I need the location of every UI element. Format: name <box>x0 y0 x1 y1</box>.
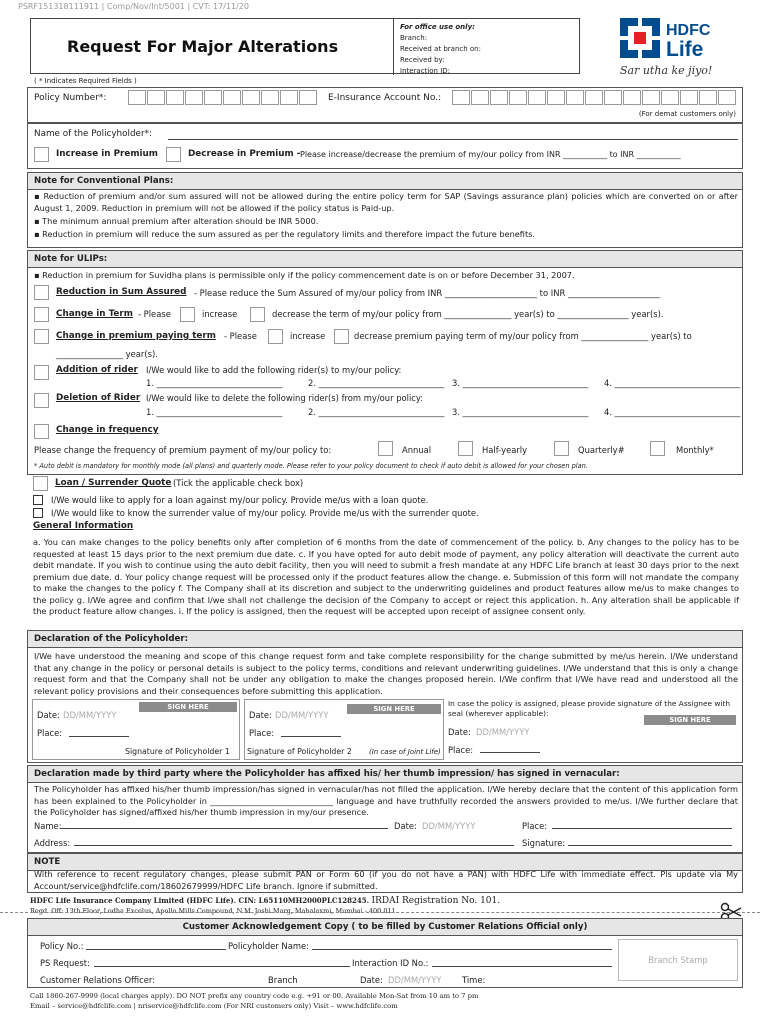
office-field-interaction-id: Interaction ID: <box>400 67 451 75</box>
sig1-place-field[interactable] <box>69 736 129 737</box>
einsurance-digit[interactable] <box>490 90 508 105</box>
delete-rider-line-2[interactable]: 2. ______________________________ <box>308 407 445 417</box>
reduce-sum-assured-label: Reduction in Sum Assured <box>56 287 187 297</box>
change-ppt-checkbox[interactable] <box>34 329 49 344</box>
office-use-box <box>393 19 581 75</box>
third-party-date-field[interactable]: DD/MM/YYYY <box>422 821 476 831</box>
loan-surrender-hint: (Tick the applicable check box) <box>173 478 304 488</box>
change-term-please: - Please <box>138 309 171 319</box>
sig1-caption: Signature of Policyholder 1 <box>125 747 230 756</box>
change-frequency-text: Please change the frequency of premium payment of my/our policy to: <box>34 445 332 455</box>
add-rider-line-3[interactable]: 3. ______________________________ <box>452 378 589 388</box>
declaration-text: I/We have understood the meaning and scope of this change request form and take complete responsibility for the change submitted by me/us herein. I/We understand that any change in the policy or personal details is subject to the policy terms, conditions and relevant underwriting guidelines. I/We understand that this is only a change request form and that the Company shall not be under any obligation to make the changes proposed herein. I/We confirm that I/We have read and understood all the relevant policy provisions and their consequences before submitting this application. <box>34 651 738 696</box>
policy-digit[interactable] <box>185 90 203 105</box>
reduce-sum-assured-text: - Please reduce the Sum Assured of my/our policy from INR ______________________ to INR ______________________ <box>194 288 661 298</box>
ack-officer-label: Customer Relations Officer: <box>40 975 156 985</box>
footer-email: Email – service@hdfclife.com | nriservice@hdfclife.com (For NRI customers only) Visit – www.hdfclife.com <box>30 1002 398 1010</box>
assignee-note: In case the policy is assigned, please provide signature of the Assignee with seal (wherever applicable): <box>448 699 731 718</box>
decrease-premium-checkbox[interactable] <box>166 147 181 162</box>
policy-number-label: Policy Number*: <box>34 93 107 103</box>
third-party-name-field[interactable] <box>60 828 388 829</box>
frequency-monthly-checkbox[interactable] <box>650 441 665 456</box>
term-decrease-checkbox[interactable] <box>250 307 265 322</box>
frequency-monthly-label: Monthly* <box>676 445 714 455</box>
assignee-place-label: Place: <box>448 745 474 755</box>
acknowledgement-heading: Customer Acknowledgement Copy ( to be filled by Customer Relations Official only) <box>28 919 742 936</box>
third-party-signature-field[interactable] <box>568 845 732 846</box>
conventional-plans-section <box>27 172 743 248</box>
header-box <box>30 18 580 74</box>
conventional-bullet: ▪ Reduction of premium and/or sum assured will not be allowed during the entire policy term for SAP (Savings assurance plan) policies which are converted on or after August 1, 2009. Reduction in premium will not be allowed if the policy status is Paid-up. <box>34 191 738 214</box>
declaration-section <box>27 630 743 763</box>
change-frequency-checkbox[interactable] <box>34 424 49 439</box>
einsurance-digit[interactable] <box>623 90 641 105</box>
third-party-name-label: Name: <box>34 821 62 831</box>
general-information-section <box>27 521 743 629</box>
ack-ps-request-field[interactable] <box>94 966 350 967</box>
company-address: Regd. Off: 13th Floor, Lodha Excelus, Apollo Mills Compound, N.M. Joshi Marg, Mahalaxmi, Mumbai - 400 011. <box>30 907 398 915</box>
change-term-checkbox[interactable] <box>34 307 49 322</box>
policy-number-section <box>27 87 743 123</box>
einsurance-digit[interactable] <box>585 90 603 105</box>
ack-policyholder-name-field[interactable] <box>312 949 612 950</box>
third-party-place-label: Place: <box>522 821 548 831</box>
logo-sub-text: Life <box>666 38 704 60</box>
page-title: Request For Major Alterations <box>67 37 339 56</box>
ppt-decrease-checkbox[interactable] <box>334 329 349 344</box>
company-irdai: IRDAI Registration No. 101. <box>371 896 501 906</box>
third-party-signature-label: Signature: <box>522 838 566 848</box>
delete-rider-line-1[interactable]: 1. ______________________________ <box>146 407 283 417</box>
change-ppt-label: Change in premium paying term <box>56 331 216 341</box>
change-ppt-text-2: ________________ year(s). <box>56 349 158 359</box>
einsurance-digit[interactable] <box>471 90 489 105</box>
add-rider-line-2[interactable]: 2. ______________________________ <box>308 378 445 388</box>
surrender-quote-checkbox[interactable] <box>33 508 43 518</box>
change-term-text: decrease the term of my/our policy from ________________ year(s) to _________________ year(s). <box>272 309 664 319</box>
add-rider-line-1[interactable]: 1. ______________________________ <box>146 378 283 388</box>
ulips-heading: Note for ULIPs: <box>28 251 742 268</box>
loan-surrender-section <box>27 476 743 520</box>
demat-note: (For demat customers only) <box>638 110 736 118</box>
policy-digit[interactable] <box>299 90 317 105</box>
premium-text: Please increase/decrease the premium of my/our policy from INR ___________ to INR ___________ <box>300 150 681 159</box>
footer-contact: Call 1860-267-9999 (local charges apply). DO NOT prefix any country code e.g. +91 or 00. Available Mon-Sat from 10 am to 7 pm <box>30 992 479 1000</box>
third-party-heading: Declaration made by third party where the Policyholder has affixed his/ her thumb impression/ has signed in vernacular: <box>28 766 742 783</box>
sig2-place-field[interactable] <box>281 736 341 737</box>
form-code: PSRF151318111911 | Comp/Nov/Int/5001 | CVT: 17/11/20 <box>18 2 249 11</box>
surrender-quote-label: I/We would like to know the surrender value of my/our policy. Provide me/us with the surrender quote. <box>51 508 479 518</box>
assignee-box <box>448 699 738 760</box>
hdfc-life-logo <box>620 18 744 60</box>
delete-rider-line-4[interactable]: 4. ______________________________ <box>604 407 741 417</box>
office-use-heading: For office use only: <box>400 23 475 31</box>
conventional-bullet: ▪ Reduction in premium will reduce the sum assured as per the regulatory limits and therefore impact the future benefits. <box>34 229 738 241</box>
increase-premium-checkbox[interactable] <box>34 147 49 162</box>
office-field-received-on: Received at branch on: <box>400 45 481 53</box>
sign-here-1: SIGN HERE <box>139 702 237 712</box>
frequency-quarterly-checkbox[interactable] <box>554 441 569 456</box>
policy-number-boxes[interactable] <box>128 90 318 105</box>
frequency-half-yearly-label: Half-yearly <box>482 445 528 455</box>
increase-premium-label: Increase in Premium <box>56 149 158 159</box>
sign-here-2: SIGN HERE <box>347 704 441 714</box>
third-party-section <box>27 765 743 853</box>
assignee-place-field[interactable] <box>480 752 540 753</box>
loan-surrender-label: Loan / Surrender Quote <box>55 478 172 488</box>
logo-brand-text: HDFC <box>666 22 711 39</box>
delete-rider-label: Deletion of Rider <box>56 393 141 403</box>
einsurance-label: E-Insurance Account No.: <box>328 93 442 103</box>
ack-policy-no-field[interactable] <box>86 949 226 950</box>
office-field-branch: Branch: <box>400 34 428 42</box>
sig2-caption-note: (In case of Joint Life) <box>369 748 441 756</box>
policyholder-name-field[interactable] <box>168 139 738 140</box>
einsurance-digit[interactable] <box>699 90 717 105</box>
required-note: ( * Indicates Required Fields ) <box>34 77 137 85</box>
loan-surrender-checkbox[interactable] <box>33 476 48 491</box>
frequency-annual-checkbox[interactable] <box>378 441 393 456</box>
sig2-caption: Signature of Policyholder 2 <box>247 747 352 756</box>
change-ppt-please: - Please <box>224 331 257 341</box>
ulips-section <box>27 250 743 475</box>
ack-ps-request-label: PS Request: <box>40 958 90 968</box>
sig2-date-field[interactable]: DD/MM/YYYY <box>275 710 329 720</box>
loan-quote-checkbox[interactable] <box>33 495 43 505</box>
term-increase-label: increase <box>202 309 238 319</box>
policy-digit[interactable] <box>166 90 184 105</box>
assignee-date-label: Date: <box>448 727 471 737</box>
einsurance-digit[interactable] <box>680 90 698 105</box>
change-term-label: Change in Term <box>56 309 133 319</box>
third-party-place-field[interactable] <box>552 828 732 829</box>
delete-rider-checkbox[interactable] <box>34 393 49 408</box>
declaration-heading: Declaration of the Policyholder: <box>28 631 742 648</box>
sig1-date-field[interactable]: DD/MM/YYYY <box>63 710 117 720</box>
assignee-date-field[interactable]: DD/MM/YYYY <box>476 727 530 737</box>
sign-here-assignee: SIGN HERE <box>644 715 736 725</box>
loan-quote-label: I/We would like to apply for a loan against my/our policy. Provide me/us with a loan quote. <box>51 495 429 505</box>
reduce-sum-assured-checkbox[interactable] <box>34 285 49 300</box>
decrease-premium-label: Decrease in Premium - <box>188 149 301 159</box>
ack-interaction-id-field[interactable] <box>432 966 612 967</box>
delete-rider-line-3[interactable]: 3. ______________________________ <box>452 407 589 417</box>
ack-policy-no-label: Policy No.: <box>40 941 84 951</box>
einsurance-digit[interactable] <box>661 90 679 105</box>
note-section <box>27 853 743 893</box>
third-party-address-label: Address: <box>34 838 71 848</box>
logo-tagline: Sar utha ke jiyo! <box>620 64 713 77</box>
add-rider-checkbox[interactable] <box>34 365 49 380</box>
einsurance-digit[interactable] <box>642 90 660 105</box>
company-cin: HDFC Life Insurance Company Limited (HDFC Life). CIN: L65110MH2000PLC128245. <box>30 896 370 905</box>
frequency-half-yearly-checkbox[interactable] <box>458 441 473 456</box>
general-information-heading: General Information <box>33 521 134 531</box>
policy-digit[interactable] <box>242 90 260 105</box>
frequency-annual-label: Annual <box>402 445 432 455</box>
ack-interaction-id-label: Interaction ID No.: <box>352 958 429 968</box>
third-party-address-field[interactable] <box>74 845 514 846</box>
ack-branch-label: Branch <box>268 975 298 985</box>
cut-line <box>0 912 760 913</box>
einsurance-digit[interactable] <box>604 90 622 105</box>
sig1-place-label: Place: <box>37 728 63 738</box>
term-increase-checkbox[interactable] <box>180 307 195 322</box>
einsurance-boxes[interactable] <box>452 90 737 105</box>
ack-policyholder-name-label: Policyholder Name: <box>228 941 309 951</box>
company-line <box>30 896 500 906</box>
frequency-note: * Auto debit is mandatory for monthly mode (all plans) and quarterly mode. Please refer to your policy document to check if auto debit is allowed for your chosen plan. <box>34 462 588 470</box>
einsurance-digit[interactable] <box>509 90 527 105</box>
einsurance-digit[interactable] <box>566 90 584 105</box>
acknowledgement-section <box>27 918 743 988</box>
add-rider-text: I/We would like to add the following rider(s) to my/our policy: <box>146 365 402 375</box>
add-rider-line-4[interactable]: 4. ______________________________ <box>604 378 741 388</box>
third-party-date-label: Date: <box>394 821 417 831</box>
add-rider-label: Addition of rider <box>56 365 138 375</box>
policy-digit[interactable] <box>223 90 241 105</box>
ulips-bullet: ▪ Reduction in premium for Suvidha plans is permissible only if the policy commencement date is on or before December 31, 2007. <box>34 270 738 282</box>
note-heading: NOTE <box>28 854 742 871</box>
einsurance-digit[interactable] <box>528 90 546 105</box>
note-text: With reference to recent regulatory changes, please submit PAN or Form 60 (if you do not have a PAN) with HDFC Life with immediate effect. Pls update via My Account/service@hdfclife.com/18602679999/HDFC Life branch. Ignore if submitted. <box>34 869 738 891</box>
signature-box-2 <box>244 699 444 760</box>
sig1-date-label: Date: <box>37 710 60 720</box>
policy-digit[interactable] <box>204 90 222 105</box>
office-field-received-by: Received by: <box>400 56 445 64</box>
signature-box-1 <box>32 699 240 760</box>
ack-date-label: Date: <box>360 975 383 985</box>
ppt-increase-checkbox[interactable] <box>268 329 283 344</box>
policy-digit[interactable] <box>280 90 298 105</box>
policy-digit[interactable] <box>147 90 165 105</box>
policyholder-name-label: Name of the Policyholder*: <box>34 129 152 139</box>
frequency-quarterly-label: Quarterly# <box>578 445 625 455</box>
sig2-date-label: Date: <box>249 710 272 720</box>
policy-digit[interactable] <box>261 90 279 105</box>
einsurance-digit[interactable] <box>452 90 470 105</box>
conventional-bullet: ▪ The minimum annual premium after alteration should be INR 5000. <box>34 216 738 228</box>
branch-stamp-box: Branch Stamp <box>618 939 738 981</box>
ack-date-field[interactable]: DD/MM/YYYY <box>388 975 442 985</box>
third-party-text: The Policyholder has affixed his/her thumb impression/has signed in vernacular/has not filled the application. I/We hereby declare that the content of this application form has been explained to the Policyholder in ______________________________ language and have truthfully recorded the answers provided to me/us. I/We further declare that the Policyholder has signed/affixed his/her thumb impression in my/our presence. <box>34 784 738 817</box>
change-frequency-label: Change in frequency <box>56 425 159 435</box>
einsurance-digit[interactable] <box>547 90 565 105</box>
sig2-place-label: Place: <box>249 728 275 738</box>
delete-rider-text: I/We would like to delete the following rider(s) from my/our policy: <box>146 393 424 403</box>
conventional-heading: Note for Conventional Plans: <box>28 173 742 190</box>
einsurance-digit[interactable] <box>718 90 736 105</box>
ack-time-label: Time: <box>462 975 486 985</box>
ppt-increase-label: increase <box>290 331 326 341</box>
policy-digit[interactable] <box>128 90 146 105</box>
general-information-text: a. You can make changes to the policy benefits only after completion of 6 months from the date of commencement of the policy. b. Any changes to the policy has to be requested at least 15 days prior to the next premium due date. c. If you have opted for auto debit mode of payment, any policy alteration will deactivate the current auto debit mandate. If you wish to continue using the auto debit facility, then you will need to submit a fresh mandate at any HDFC Life branch at least 30 days prior to the next premium due date. d. Your policy change request will be processed only if the product features allow the change. e. Submission of this form will not mandate the company to make the changes to the policy f. The Company shall at its discretion and subject to the underwriting guidelines and product features allow me/us to make changes to the policy g. I/We agree and confirm that I/we shall not challenge the decision of the Company to accept or reject this application. h. Any alteration shall be applicable if the product feature allow changes. i. If the policy is assigned, then the request will be accepted upon receipt of assignee consent only. <box>33 537 739 616</box>
policyholder-section <box>27 123 743 169</box>
change-ppt-text: decrease premium paying term of my/our policy from ________________ year(s) to <box>354 331 692 341</box>
